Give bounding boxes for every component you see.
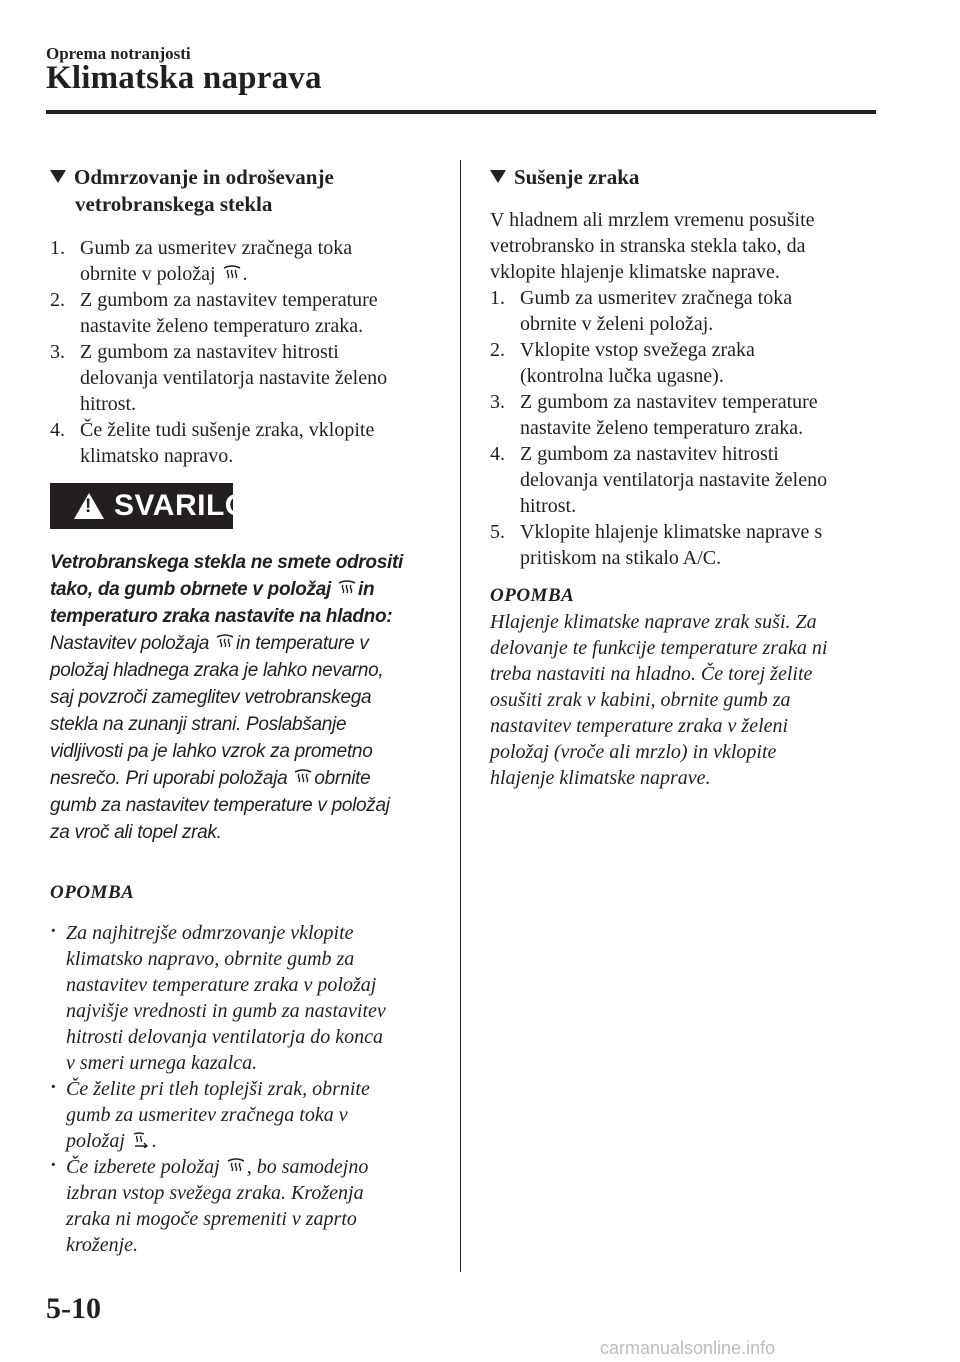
dehumidify-intro: V hladnem ali mrzlem vremenu posušite vetrobransko in stranska stekla tako, da vklopite hlajenje klimatske naprave. bbox=[490, 209, 815, 283]
list-item: · Če želite pri tleh toplejši zrak, obrnite gumb za usmeritev zračnega toka v položaj . bbox=[50, 1076, 445, 1154]
page-number: 5-10 bbox=[46, 1292, 101, 1325]
list-item: · Za najhitrejše odmrzovanje vklopite klimatsko napravo, obrnite gumb za nastavitev temperature zraka v položaj najvišje vrednosti in gumb za nastavitev hitrosti delovanja ventilatorja do konca v smeri urnega kazalca. bbox=[50, 920, 445, 1076]
list-item: 3. Z gumbom za nastavitev hitrosti delovanja ventilatorja nastavite želeno hitrost. bbox=[50, 341, 388, 415]
warning-triangle-icon bbox=[74, 493, 104, 519]
defrost-heading: Odmrzovanje in odroševanje vetrobranskega stekla bbox=[50, 164, 445, 218]
windshield-defrost-icon bbox=[227, 1158, 245, 1174]
dehumidify-steps bbox=[490, 285, 890, 571]
warning-label: SVARILO bbox=[114, 489, 249, 522]
list-item: 2. Vklopite vstop svežega zraka (kontrolna lučka ugasne). bbox=[490, 339, 755, 387]
windshield-defrost-icon bbox=[338, 580, 356, 596]
note-heading: OPOMBA bbox=[50, 882, 135, 903]
floor-defrost-icon bbox=[132, 1132, 150, 1148]
list-item: 1. Gumb za usmeritev zračnega toka obrnite v položaj . bbox=[50, 237, 353, 285]
defrost-steps bbox=[50, 235, 445, 469]
list-item: · Če izberete položaj , bo samodejno izbran vstop svežega zraka. Kroženja zraka ni mogoče spremeniti v zaprto kroženje. bbox=[50, 1154, 445, 1258]
right-column bbox=[490, 164, 890, 791]
section-triangle-icon bbox=[50, 170, 66, 183]
section-triangle-icon bbox=[490, 170, 506, 183]
list-item: 4. Če želite tudi sušenje zraka, vklopite klimatsko napravo. bbox=[50, 419, 375, 467]
list-item: 2. Z gumbom za nastavitev temperature nastavite želeno temperaturo zraka. bbox=[50, 289, 378, 337]
list-item: 1. Gumb za usmeritev zračnega toka obrnite v želeni položaj. bbox=[490, 287, 793, 335]
note-text: Hlajenje klimatske naprave zrak suši. Za delovanje te funkcije temperature zraka ni treba nastaviti na hladno. Če torej želite osušiti zrak v kabini, obrnite gumb za nastavitev temperature zraka v želeni položaj (vroče ali mrzlo) in vklopite hlajenje klimatske naprave. bbox=[490, 611, 828, 789]
warning-badge bbox=[50, 483, 249, 529]
list-item: 3. Z gumbom za nastavitev temperature nastavite želeno temperaturo zraka. bbox=[490, 391, 818, 439]
column-divider bbox=[460, 160, 461, 1272]
dehumidify-heading: Sušenje zraka bbox=[490, 164, 890, 191]
windshield-defrost-icon bbox=[216, 634, 234, 650]
list-item: 5. Vklopite hlajenje klimatske naprave s pritiskom na stikalo A/C. bbox=[490, 521, 823, 569]
note-list bbox=[50, 920, 445, 1258]
section-label: Oprema notranjosti bbox=[46, 44, 191, 63]
note-heading: OPOMBA bbox=[490, 585, 575, 606]
watermark: carmanualsonline.info bbox=[600, 1338, 776, 1358]
list-item: 4. Z gumbom za nastavitev hitrosti delovanja ventilatorja nastavite želeno hitrost. bbox=[490, 443, 828, 517]
windshield-defrost-icon bbox=[223, 265, 241, 281]
warning-text: Vetrobranskega stekla ne smete odrositi tako, da gumb obrnete v položaj in temperaturo zraka nastavite na hladno: Nastavitev položaja in temperature v položaj hladnega zraka je lahko nevarno, saj povzroči zameglitev vetrobranskega stekla na zunanji strani. Poslabšanje vidljivosti pa je lahko vzrok za prometno nesrečo. Pri uporabi položaja obrnite gumb za nastavitev temperature v položaj za vroč ali topel zrak. bbox=[50, 552, 403, 843]
left-column bbox=[50, 164, 445, 1258]
header-rule bbox=[46, 110, 876, 114]
page-title: Klimatska naprava bbox=[46, 60, 322, 96]
windshield-defrost-icon bbox=[294, 769, 312, 785]
